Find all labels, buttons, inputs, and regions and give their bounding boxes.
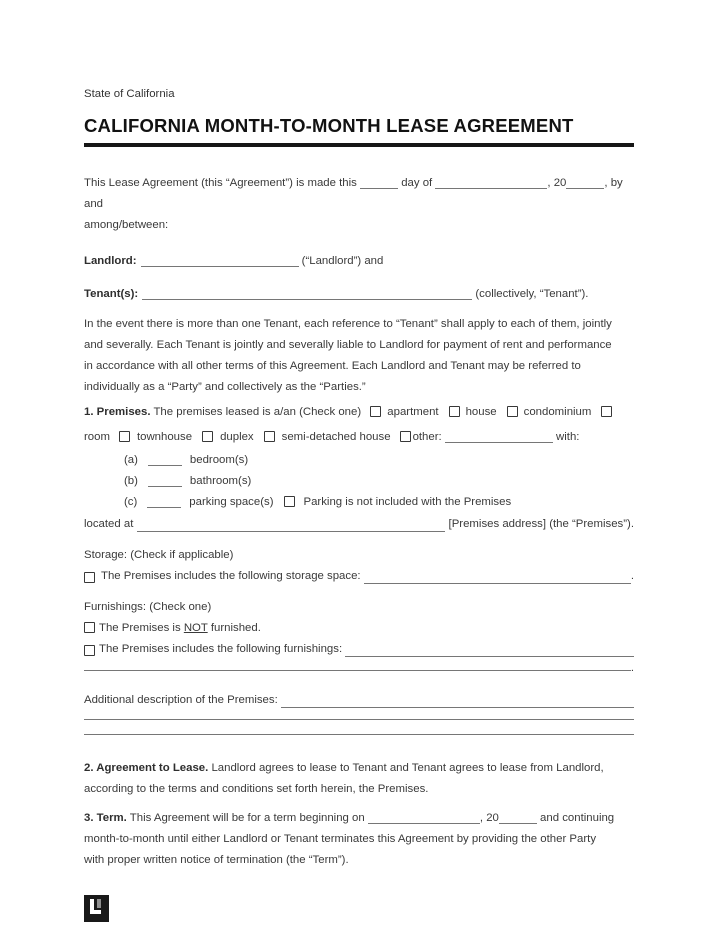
- text-run: Parking is not included with the Premises: [303, 496, 512, 508]
- text-run: among/between:: [84, 219, 169, 231]
- checkbox[interactable]: [202, 431, 213, 442]
- text-run: with:: [552, 431, 580, 443]
- text-run: Furnishings: (Check one): [84, 601, 212, 613]
- text-run: room: [84, 431, 110, 443]
- blank-field[interactable]: [566, 174, 604, 189]
- text-run: located at: [84, 518, 137, 530]
- blank-field[interactable]: [142, 285, 472, 300]
- text-run: house: [465, 406, 497, 418]
- text-run: duplex: [220, 431, 254, 443]
- text-run: 3. Term.: [84, 812, 127, 824]
- blank-field[interactable]: [360, 174, 398, 189]
- text-run: 1. Premises.: [84, 406, 151, 418]
- document-title: CALIFORNIA MONTH-TO-MONTH LEASE AGREEMENT: [84, 114, 634, 147]
- text-run: This Lease Agreement (this “Agreement”) is made this: [84, 177, 361, 189]
- premises-line-1: [84, 400, 634, 425]
- text-run: The premises leased is a/an (Check one): [150, 406, 365, 418]
- text-run: , by and: [84, 177, 626, 210]
- premises-line-2: [84, 425, 634, 450]
- text-run: other:: [412, 431, 445, 443]
- blank-field[interactable]: [137, 531, 446, 532]
- blank-field[interactable]: [281, 707, 634, 708]
- text-run: , 20: [547, 177, 567, 189]
- blank-field[interactable]: [368, 809, 480, 824]
- term-line-1: [84, 808, 634, 829]
- premises-item-c: [84, 492, 634, 513]
- text-run: NOT: [183, 622, 208, 634]
- checkbox[interactable]: [370, 406, 381, 417]
- agreement-to-lease-line-1: [84, 758, 634, 779]
- text-run: The Premises includes the following furnishings:: [99, 643, 346, 655]
- text-run: (b): [124, 475, 138, 487]
- intro-line-1: [84, 173, 634, 215]
- logo-gray-accent: [97, 899, 101, 908]
- text-run: according to the terms and conditions set forth herein, the Premises.: [84, 783, 429, 795]
- blank-field[interactable]: [148, 472, 182, 487]
- agreement-to-lease-line-2: [84, 779, 634, 800]
- text-run: .: [630, 662, 634, 674]
- blank-field[interactable]: [445, 428, 553, 443]
- text-run: (collectively, “Tenant”).: [472, 288, 589, 300]
- blank-field[interactable]: [141, 252, 299, 267]
- landlord-line: [84, 251, 634, 272]
- text-run: Additional description of the Premises:: [84, 694, 281, 706]
- blank-field[interactable]: [148, 451, 182, 466]
- checkbox[interactable]: [601, 406, 612, 417]
- joint-liability-line-3: [84, 356, 634, 377]
- text-run: , 20: [479, 812, 499, 824]
- checkbox[interactable]: [449, 406, 460, 417]
- text-run: parking space(s): [189, 496, 274, 508]
- blank-field[interactable]: [147, 493, 181, 508]
- logo-l-horizontal-bar: [90, 910, 101, 914]
- intro-line-2: [84, 215, 634, 236]
- furnishings-continuation-line: [84, 662, 634, 674]
- storage-checkbox-line: [84, 566, 634, 587]
- text-run: The Premises is: [99, 622, 184, 634]
- term-line-2: [84, 829, 634, 850]
- additional-description-rule-1[interactable]: [84, 719, 634, 720]
- storage-heading: [84, 545, 634, 566]
- text-run: Storage: (Check if applicable): [84, 549, 234, 561]
- premises-item-b: [84, 471, 634, 492]
- text-run: apartment: [387, 406, 439, 418]
- blank-field[interactable]: [364, 583, 631, 584]
- text-run: .: [630, 570, 634, 582]
- furnishings-not-furnished-line: [84, 618, 634, 639]
- text-run: month-to-month until either Landlord or Tenant terminates this Agreement by providing the other Party: [84, 833, 597, 845]
- additional-description-line: [84, 690, 634, 711]
- state-label: State of California: [84, 88, 175, 100]
- text-run: in accordance with all other terms of this Agreement. Each Landlord and Tenant may be referred to: [84, 360, 581, 372]
- document-body: [84, 173, 634, 871]
- tenant-line: [84, 284, 634, 305]
- text-run: condominium: [523, 406, 592, 418]
- text-run: and severally. Each Tenant is jointly and severally liable to Landlord for payment of rent and performance: [84, 339, 612, 351]
- furnishings-heading: [84, 597, 634, 618]
- text-run: (a): [124, 454, 138, 466]
- text-run: In the event there is more than one Tenant, each reference to “Tenant” shall apply to each of them, jointly: [84, 318, 612, 330]
- text-run: (c): [124, 496, 138, 508]
- checkbox[interactable]: [84, 572, 95, 583]
- checkbox[interactable]: [119, 431, 130, 442]
- checkbox[interactable]: [84, 622, 95, 633]
- checkbox[interactable]: [507, 406, 518, 417]
- text-run: individually as a “Party” and collectively as the “Parties.”: [84, 381, 366, 393]
- text-run: 2. Agreement to Lease.: [84, 762, 209, 774]
- checkbox[interactable]: [400, 431, 411, 442]
- text-run: bathroom(s): [189, 475, 252, 487]
- premises-item-a: [84, 450, 634, 471]
- text-run: furnished.: [207, 622, 261, 634]
- checkbox[interactable]: [84, 645, 95, 656]
- text-run: semi-detached house: [281, 431, 391, 443]
- joint-liability-line-2: [84, 335, 634, 356]
- text-run: (“Landlord”) and: [298, 255, 384, 267]
- additional-description-rule-2[interactable]: [84, 734, 634, 735]
- blank-field[interactable]: [435, 174, 547, 189]
- blank-field[interactable]: [84, 670, 631, 671]
- furnishings-includes-line: [84, 639, 634, 660]
- text-run: [Premises address] (the “Premises”).: [445, 518, 634, 530]
- text-run: with proper written notice of termination (the “Term”).: [84, 854, 349, 866]
- legaltemplates-logo: [84, 895, 109, 922]
- text-run: This Agreement will be for a term beginning on: [126, 812, 368, 824]
- text-run: The Premises includes the following storage space:: [101, 570, 364, 582]
- blank-field[interactable]: [499, 809, 537, 824]
- text-run: bedroom(s): [189, 454, 249, 466]
- text-run: Tenant(s):: [84, 288, 139, 300]
- text-run: Landlord agrees to lease to Tenant and Tenant agrees to lease from Landlord,: [208, 762, 604, 774]
- text-run: and continuing: [536, 812, 615, 824]
- joint-liability-line-4: [84, 377, 634, 398]
- text-run: Landlord:: [84, 255, 137, 267]
- blank-field[interactable]: [345, 656, 634, 657]
- text-run: townhouse: [136, 431, 193, 443]
- joint-liability-line-1: [84, 314, 634, 335]
- located-at-line: [84, 514, 634, 535]
- checkbox[interactable]: [264, 431, 275, 442]
- text-run: day of: [398, 177, 436, 189]
- term-line-3: [84, 850, 634, 871]
- checkbox[interactable]: [284, 496, 295, 507]
